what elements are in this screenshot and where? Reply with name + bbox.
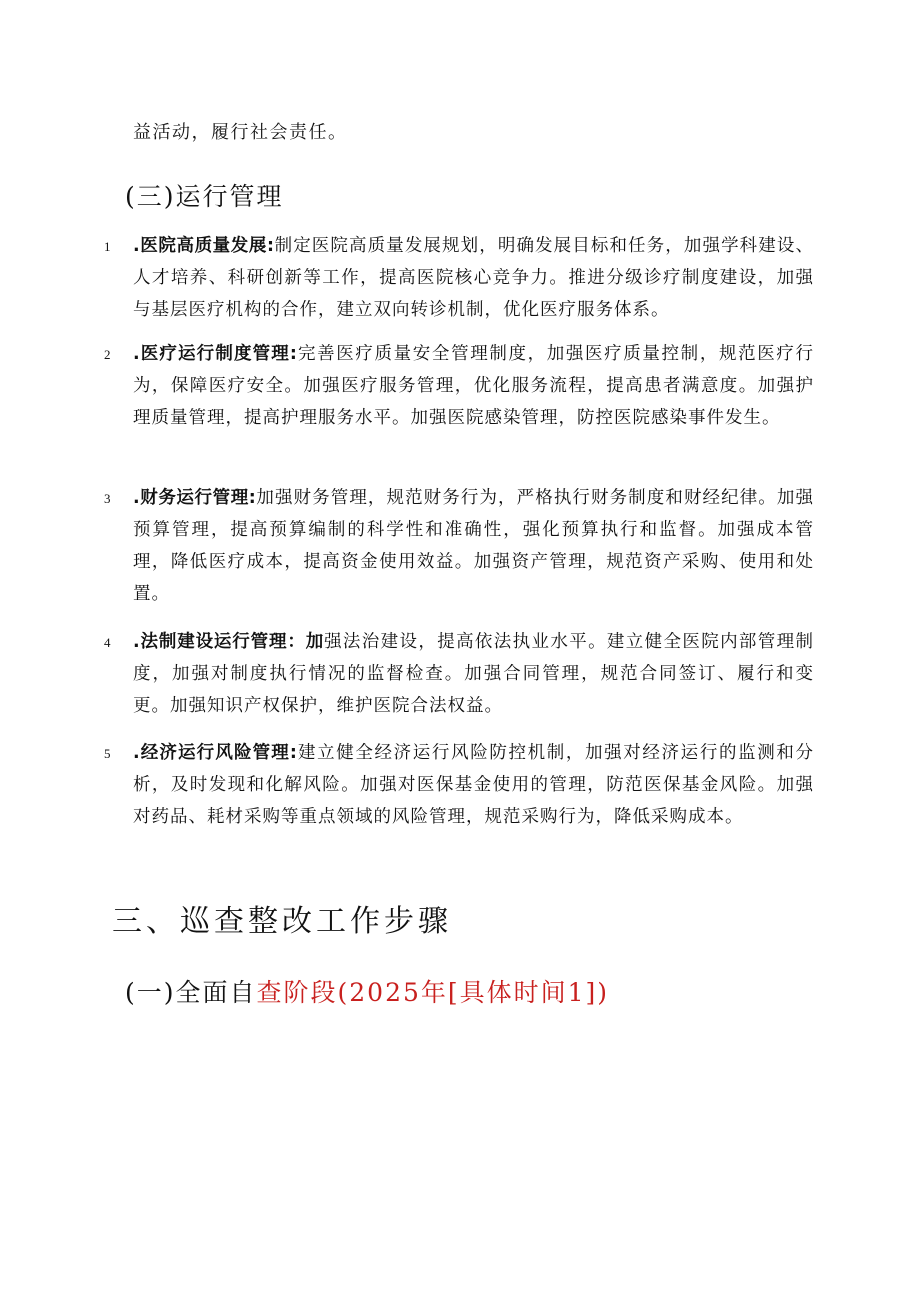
item-number: 2: [104, 347, 111, 362]
list-item: [104, 338, 814, 434]
continuation-line: 益活动，履行社会责任。: [133, 122, 348, 143]
item-body: [133, 626, 814, 722]
item-title: .医院高质量发展:: [133, 236, 275, 256]
section-self-check-title: [125, 976, 609, 1010]
section-operations-title: (三)运行管理: [125, 182, 284, 211]
section-self-check-title-red: 查阶段(2025年[具体时间1]): [256, 978, 610, 1007]
list-item: [104, 230, 814, 326]
item-text: 加强财务管理，规范财务行为，严格执行财务制度和财经纪律。加强预算管理，提高预算编制的科学性和准确性，强化预算执行和监督。加强成本管理，降低医疗成本，提高资金使用效益。加强资产管理，规范资产采购、使用和处置。: [133, 488, 814, 604]
item-body: [133, 482, 814, 610]
list-item: [104, 737, 814, 833]
list-item: [104, 482, 814, 610]
section-self-check-title-black: (一)全面自: [125, 978, 257, 1007]
item-number: 4: [104, 635, 111, 650]
item-text: 完善医疗质量安全管理制度，加强医疗质量控制，规范医疗行为，保障医疗安全。加强医疗服务管理，优化服务流程，提高患者满意度。加强护理质量管理，提高护理服务水平。加强医院感染管理，防控医院感染事件发生。: [133, 344, 814, 428]
list-item: [104, 626, 814, 722]
item-body: [133, 338, 814, 434]
item-title: .法制建设运行管理：加: [133, 632, 325, 652]
item-text: 建立健全经济运行风险防控机制，加强对经济运行的监测和分析，及时发现和化解风险。加强对医保基金使用的管理，防范医保基金风险。加强对药品、耗材采购等重点领域的风险管理，规范采购行为，降低采购成本。: [133, 743, 814, 827]
item-text: 制定医院高质量发展规划，明确发展目标和任务，加强学科建设、人才培养、科研创新等工作，提高医院核心竞争力。推进分级诊疗制度建设，加强与基层医疗机构的合作，建立双向转诊机制，优化医疗服务体系。: [133, 236, 814, 320]
item-body: [133, 230, 814, 326]
item-title: .财务运行管理:: [133, 488, 257, 508]
item-body: [133, 737, 814, 833]
item-number: 3: [104, 491, 111, 506]
item-text: 强法治建设，提高依法执业水平。建立健全医院内部管理制度，加强对制度执行情况的监督检查。加强合同管理，规范合同签订、履行和变更。加强知识产权保护，维护医院合法权益。: [133, 632, 814, 716]
heading-three: 三、巡查整改工作步骤: [112, 904, 452, 939]
item-number: 5: [104, 746, 111, 761]
item-title: .经济运行风险管理:: [133, 743, 298, 763]
item-title: .医疗运行制度管理:: [133, 344, 298, 364]
item-number: 1: [104, 239, 111, 254]
